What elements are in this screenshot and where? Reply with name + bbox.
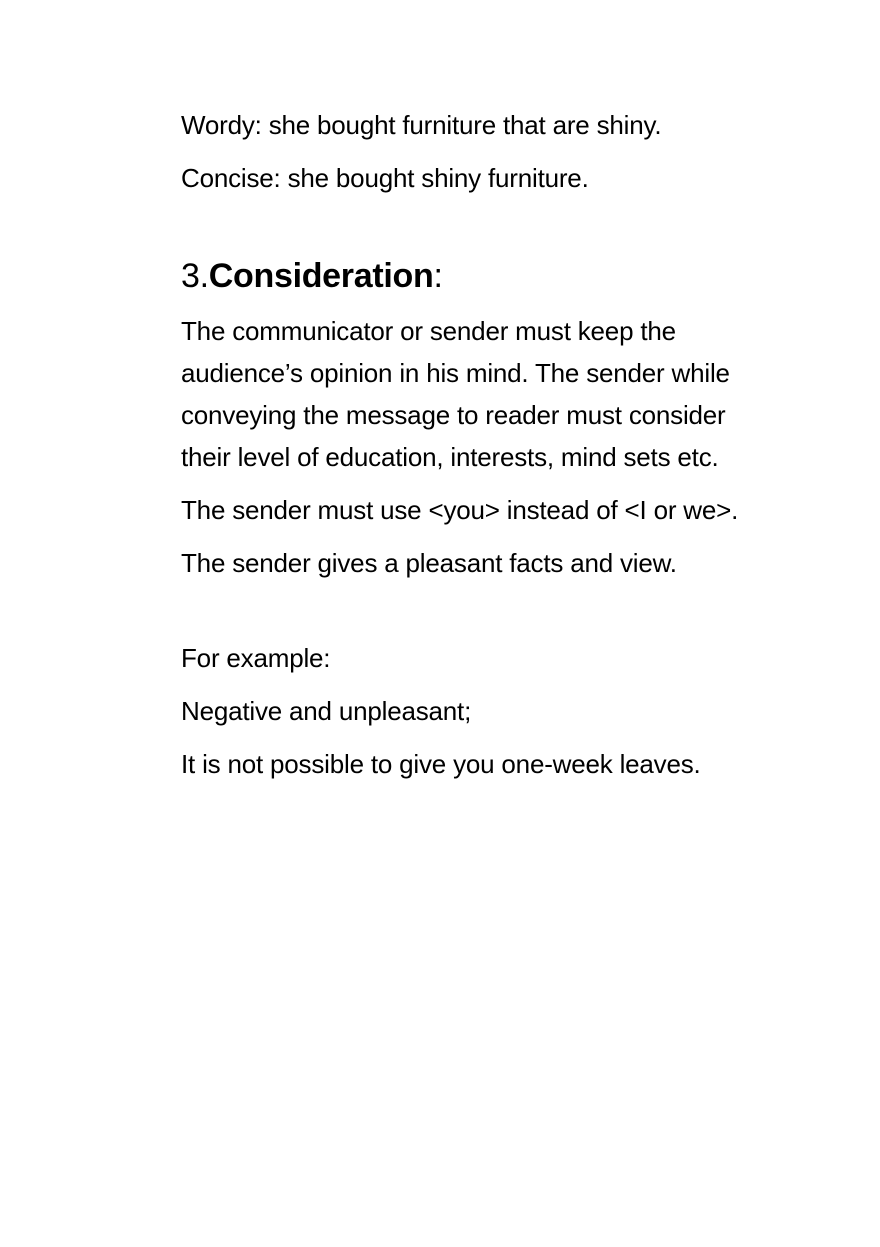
paragraph-you-attitude: The sender must use <you> instead of <I or we>. bbox=[181, 495, 739, 525]
wordy-example: Wordy: she bought furniture that are shiny. bbox=[181, 110, 662, 140]
example-label: Negative and unpleasant; bbox=[181, 696, 472, 726]
paragraph-audience: The communicator or sender must keep the audience’s opinion in his mind. The sender while conveying the message to reader must consider their level of education, interests, mind sets etc. bbox=[181, 316, 730, 472]
example-intro: For example: bbox=[181, 643, 331, 673]
section-title: Consideration bbox=[208, 257, 434, 295]
section-number: 3. bbox=[181, 257, 209, 295]
page-content bbox=[181, 104, 781, 785]
section-colon: : bbox=[433, 257, 443, 295]
paragraph-pleasant-facts: The sender gives a pleasant facts and view. bbox=[181, 548, 677, 578]
concise-example: Concise: she bought shiny furniture. bbox=[181, 163, 589, 193]
example-sentence: It is not possible to give you one-week leaves. bbox=[181, 749, 701, 779]
section-heading bbox=[181, 252, 781, 300]
